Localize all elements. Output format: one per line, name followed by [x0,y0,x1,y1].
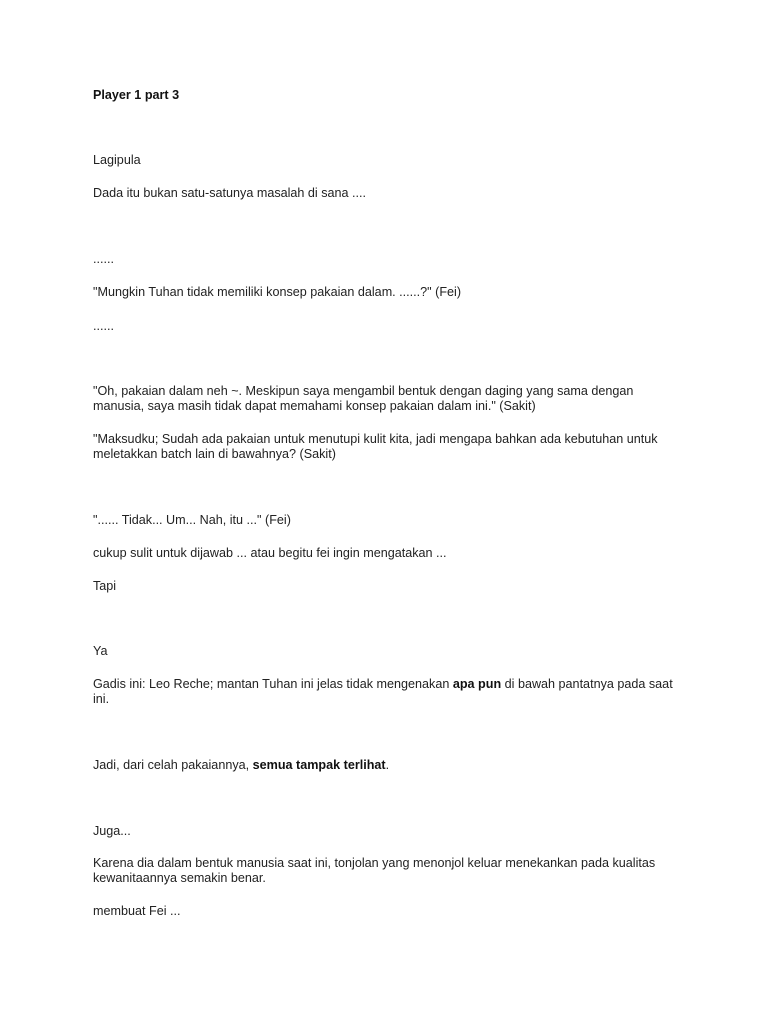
paragraph-10: Tapi [93,579,117,593]
paragraph-15: Karena dia dalam bentuk manusia saat ini, tonjolan yang menonjol keluar menekankan pada kualitas kewanitaannya semakin benar. [93,856,656,885]
paragraph-3: ...... [93,252,114,266]
paragraph-13 [93,758,683,773]
paragraph-5: ...... [93,319,114,333]
paragraph-1: Lagipula [93,153,141,167]
paragraph-7: "Maksudku; Sudah ada pakaian untuk menutupi kulit kita, jadi mengapa bahkan ada kebutuhan untuk meletakkan batch lain di bawahnya? (Sakit) [93,432,658,461]
paragraph-13-text-c: . [385,758,390,772]
paragraph-12-text-c: di bawah pantatnya pada saat ini. [93,677,673,706]
paragraph-6: "Oh, pakaian dalam neh ~. Meskipun saya mengambil bentuk dengan daging yang sama dengan manusia, saya masih tidak dapat memahami konsep pakaian dalam ini." (Sakit) [93,384,634,413]
paragraph-13-bold: semua tampak terlihat [252,758,386,772]
paragraph-12-bold: apa pun [452,677,502,691]
document-title: Player 1 part 3 [93,88,180,102]
paragraph-13-text-a: Jadi, dari celah pakaiannya, [93,758,253,772]
paragraph-14: Juga... [93,824,131,838]
paragraph-12-text-a: Gadis ini: Leo Reche; mantan Tuhan ini jelas tidak mengenakan [93,677,453,691]
paragraph-11: Ya [93,644,108,658]
paragraph-12 [93,677,683,706]
paragraph-9: cukup sulit untuk dijawab ... atau begitu fei ingin mengatakan ... [93,546,447,560]
paragraph-16: membuat Fei ... [93,904,181,918]
paragraph-4: "Mungkin Tuhan tidak memiliki konsep pakaian dalam. ......?" (Fei) [93,285,462,299]
paragraph-2: Dada itu bukan satu-satunya masalah di sana .... [93,186,367,200]
paragraph-8: "...... Tidak... Um... Nah, itu ..." (Fei) [93,513,291,527]
